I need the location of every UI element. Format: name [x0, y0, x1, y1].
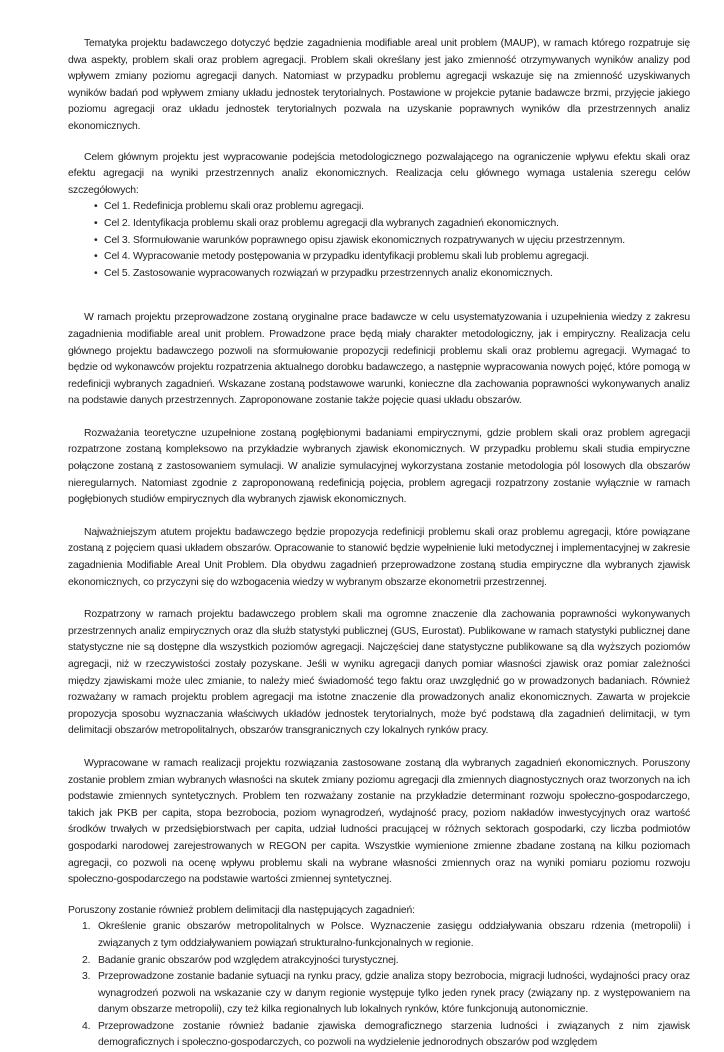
- list-number: 2.: [82, 954, 91, 966]
- list-item: • Cel 2. Identyfikacja problemu skali oraz problemu agregacji dla wybranych zagadnień ekonomicznych.: [94, 216, 690, 233]
- delimitation-intro: Poruszony zostanie również problem delimitacji dla następujących zagadnień:: [68, 904, 415, 916]
- list-number: 4.: [82, 1020, 91, 1032]
- paragraph-empirical-studies: Rozważania teoretyczne uzupełnione zostaną pogłębionymi badaniami empirycznymi, gdzie problem skali oraz problem agregacji rozpatrzone zostaną kompleksowo na przykładzie wybranych zjawisk ekonomicznych. W przypadku problemu skali studia empiryczne połączone zostaną z zastosowaniem symulacji. W analizie symulacyjnej wykorzystana zostanie metodologia pól losowych dla obszarów nieregularnych. Natomiast zgodnie z zaproponowaną redefinicją pojęcia, problem agregacji rozpatrzony zostanie wyłącznie w ramach pogłębionych studiów empirycznych dla wybranych zjawisk ekonomicznych.: [68, 427, 690, 506]
- list-number: 3.: [82, 971, 91, 983]
- goals-list: [68, 199, 690, 282]
- list-item: [82, 969, 690, 1019]
- list-item: [82, 919, 690, 952]
- paragraph-main-advantage: Najważniejszym atutem projektu badawczego będzie propozycja redefinicji problemu skali oraz problemu agregacji, które powiązane zostaną z pojęciem quasi układem obszarów. Opracowanie to stanowić będzie wypełnienie luki metodycznej i implementacyjnej w zakresie zagadnienia Modifiable Areal Unit Problem. Dla obydwu zagadnień przeprowadzone zostaną studia empiryczne dla wybranych zjawisk ekonomicznych, co przyczyni się do wzbogacenia wiedzy w wybranym obszarze ekonometrii przestrzennej.: [68, 526, 690, 588]
- delimitation-list: [68, 919, 690, 1052]
- list-item: • Cel 5. Zastosowanie wypracowanych rozwiązań w przypadku przestrzennych analiz ekonomicznych.: [94, 266, 690, 283]
- list-number: 1.: [82, 921, 91, 933]
- list-item-text: Przeprowadzone zostanie również badanie zjawiska demograficznego starzenia ludności i związanych z nim zjawisk demograficznych i społeczno-gospodarczych, co pozwoli na wydzielenie jednorodnych obszarów pod względem: [98, 1020, 690, 1049]
- list-item: • Cel 3. Sformułowanie warunków poprawnego opisu zjawisk ekonomicznych rozpatrywanych w ujęciu przestrzennym.: [94, 233, 690, 250]
- list-item-text: Określenie granic obszarów metropolitalnych w Polsce. Wyznaczenie zasięgu oddziaływania obszaru rdzenia (metropolii) i związanych z tym oddziaływaniem powiązań strukturalno-funkcjonalnych w regionie.: [98, 921, 690, 949]
- list-item-text: Badanie granic obszarów pod względem atrakcyjności turystycznej.: [98, 954, 399, 966]
- list-item-text: Przeprowadzone zostanie badanie sytuacji na rynku pracy, gdzie analiza stopy bezrobocia, migracji ludności, wydajności pracy oraz wynagrodzeń pozwoli na wskazanie czy w danym regionie występuje tylko jeden rynek pracy (związany np. z występowaniem na danym obszarze metropolii), czy też kilka regionalnych lub lokalnych rynków, które funkcjonują autonomicznie.: [98, 971, 690, 1016]
- list-item: [82, 953, 690, 970]
- list-item: • Cel 4. Wypracowanie metody postępowania w przypadku identyfikacji problemu skali lub problemu agregacji.: [94, 249, 690, 266]
- paragraph-main-goal: Celem głównym projektu jest wypracowanie podejścia metodologicznego pozwalającego na ograniczenie wpływu efektu skali oraz efektu agregacji na wyniki przestrzennych analiz ekonomicznych. Realizacja celu głównego wymaga ustalenia szeregu celów szczegółowych:: [68, 151, 690, 196]
- paragraph-significance: Rozpatrzony w ramach projektu badawczego problem skali ma ogromne znaczenie dla zachowania poprawności wykonywanych przestrzennych analiz empirycznych oraz dla służb statystyki publicznej (GUS, Eurostat). Publikowane w ramach statystyki publicznej dane statystyczne nie są dostępne dla wszystkich poziomów agregacji. Najczęściej dane statystyczne publikowane są dla wyższych poziomów agregacji, niż w rzeczywistości zostały pozyskane. Jeśli w wyniku agregacji danych pomiar własności zjawisk oraz pomiar zależności między zjawiskami może ulec zmianie, to należy mieć świadomość tego faktu oraz uwzględnić go w prowadzonych badaniach. Również rozważany w ramach projektu problem agregacji ma istotne znaczenie dla prowadzonych analiz ekonomicznych. Zawarta w projekcie propozycja sposobu wyznaczania właściwych układów jednostek terytorialnych, może być podstawą dla zagadnień delimitacji, w tym delimitacji obszarów metropolitalnych, obszarów transgranicznych czy lokalnych rynków pracy.: [68, 609, 690, 737]
- list-item: • Cel 1. Redefinicja problemu skali oraz problemu agregacji.: [94, 199, 690, 216]
- paragraph-project-topic: Tematyka projektu badawczego dotyczyć będzie zagadnienia modifiable areal unit problem (MAUP), w ramach którego rozpatruje się dwa aspekty, problem skali oraz problem agregacji. Problem skali określany jest jako zmienność otrzymywanych wyników analizy pod wpływem zmiany poziomu agregacji danych. Natomiast w przypadku problemu agregacji wskazuje się na zmienność uzyskiwanych wyników badań pod wpływem zmiany układu jednostek terytorialnych. Postawione w projekcie pytanie badawcze brzmi, przyjęcie jakiego poziomu agregacji oraz układu jednostek terytorialnych pozwala na uzyskanie poprawnych wyników dla przestrzennych analiz ekonomicznych.: [68, 38, 690, 132]
- paragraph-research-scope: W ramach projektu przeprowadzone zostaną oryginalne prace badawcze w celu usystematyzowania i uzupełnienia wiedzy z zakresu zagadnienia modifiable areal unit problem. Prowadzone prace będą miały charakter metodologiczny, jak i empiryczny. Realizacja celu głównego projektu badawczego pozwoli na sformułowanie propozycji redefinicji problemu skali oraz problemu agregacji. Wymagać to będzie od wykonawców projektu rozpatrzenia aktualnego dorobku badawczego, a następnie wypracowania nowych pojęć, które pomogą w redefinicji wybranych zagadnień. Wskazane zostaną podstawowe warunki, konieczne dla zachowania poprawności wykonywanych analiz na podstawie danych przestrzennych. Zaproponowane zostanie także pojęcie quasi układu obszarów.: [68, 312, 690, 407]
- paragraph-applications: Wypracowane w ramach realizacji projektu rozwiązania zastosowane zostaną dla wybranych zagadnień ekonomicznych. Poruszony zostanie problem zmian wybranych własności na skutek zmiany poziomu agregacji dla zmiennych diagnostycznych oraz tworzonych na ich podstawie zmiennych syntetycznych. Problem ten rozważany zostanie na przykładzie determinant rozwoju społeczno-gospodarczego, takich jak PKB per capita, stopa bezrobocia, poziom wynagrodzeń, wydajność pracy, poziom nakładów inwestycyjnych oraz wartość środków trwałych w przedsiębiorstwach per capita, udział ludności pracującej w różnych sektorach gospodarki, czy liczba podmiotów gospodarki narodowej zarejestrowanych w REGON per capita. Wszystkie wymienione zmienne zbadane zostaną na kilku poziomach agregacji, co pozwoli na ocenę wpływu problemu skali na wybrane własności zmiennych oraz na wyniki pomiaru poziomu rozwoju społeczno-gospodarczego na podstawie wartości zmiennej syntetycznej.: [68, 757, 690, 886]
